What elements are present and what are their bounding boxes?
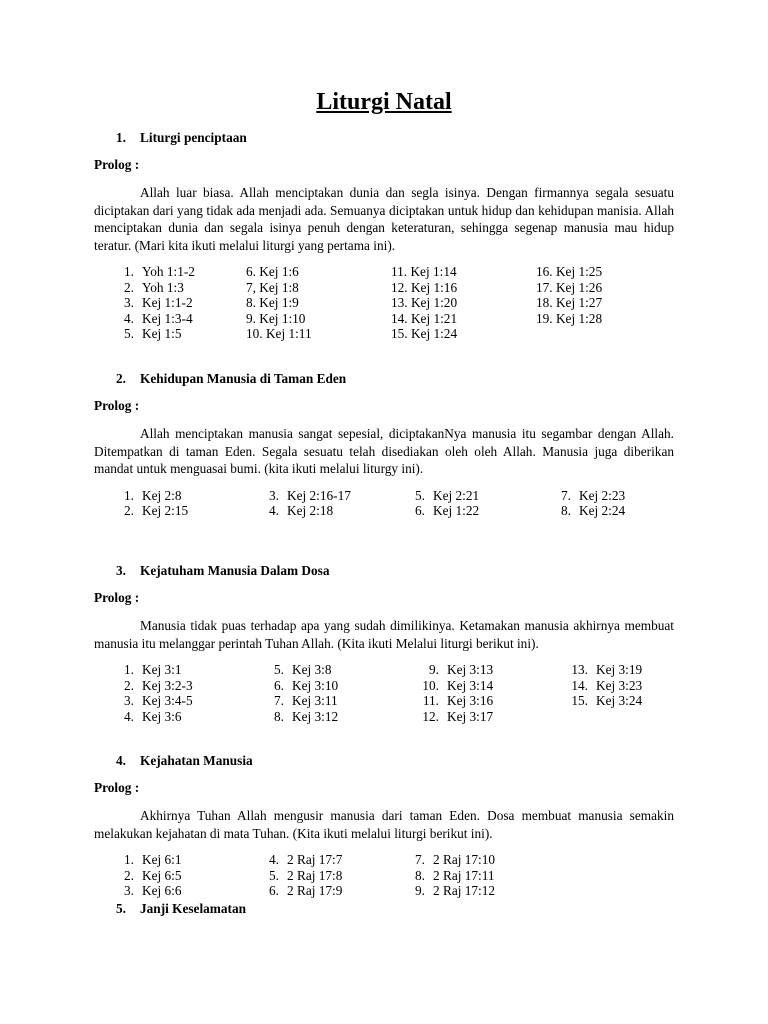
list-item-number: 10. xyxy=(422,677,439,693)
prolog-paragraph: Akhirnya Tuhan Allah mengusir manusia dari taman Eden. Dosa membuat manusia semakin melakukan kejahatan di mata Tuhan. (Kita ikuti melalui liturgi berikut ini). xyxy=(94,808,674,841)
list-item xyxy=(553,503,625,519)
list-item-reference: Kej 2:21 xyxy=(433,487,480,503)
list-item-reference: Kej 3:12 xyxy=(292,708,339,724)
list-item-number: 7. xyxy=(415,852,425,867)
list-item-number: 1. xyxy=(124,487,134,503)
list-item xyxy=(116,662,193,678)
section-1 xyxy=(94,130,674,344)
list-item-reference: Kej 3:10 xyxy=(292,677,339,693)
list-item xyxy=(116,503,188,519)
list-item-number: 3. xyxy=(124,295,134,311)
list-item xyxy=(116,709,193,725)
list-item xyxy=(116,693,193,709)
prolog-label: Prolog : xyxy=(94,398,140,413)
list-item-number: 6. xyxy=(415,503,425,519)
list-item xyxy=(407,883,495,899)
list-item-number: 8. xyxy=(415,867,425,883)
list-item-reference: Kej 3:17 xyxy=(447,708,494,724)
list-item-number: 4. xyxy=(269,503,279,519)
list-item-number: 6. xyxy=(274,677,284,693)
list-item xyxy=(407,852,495,868)
list-item-number: 13. xyxy=(571,662,588,677)
section-heading-text: Kejahatan Manusia xyxy=(140,753,253,768)
reading-column xyxy=(261,488,351,519)
list-item xyxy=(417,709,493,725)
list-item-reference: Kej 1:5 xyxy=(142,326,182,342)
list-item xyxy=(391,295,457,311)
list-item xyxy=(261,883,342,899)
list-item-reference: Yoh 1:3 xyxy=(142,279,184,295)
list-item-reference: 15. Kej 1:24 xyxy=(391,326,458,342)
list-item-reference: 16. Kej 1:25 xyxy=(536,264,603,279)
list-item xyxy=(246,295,312,311)
list-item xyxy=(116,678,193,694)
section-heading xyxy=(94,371,674,387)
list-item-number: 9. xyxy=(429,662,439,677)
list-item-number: 5. xyxy=(274,662,284,677)
reading-column xyxy=(391,264,457,342)
list-item-reference: Kej 3:4-5 xyxy=(142,693,193,709)
section-heading-text: Janji Keselamatan xyxy=(140,901,246,916)
list-item xyxy=(407,868,495,884)
section-heading-text: Kejatuham Manusia Dalam Dosa xyxy=(140,563,330,578)
section-number: 1. xyxy=(116,130,126,145)
list-item-number: 4. xyxy=(269,852,279,867)
list-item-number: 1. xyxy=(124,662,134,677)
list-item-reference: Kej 3:19 xyxy=(596,662,643,677)
section-heading-text: Liturgi penciptaan xyxy=(140,130,247,145)
list-item xyxy=(391,264,457,280)
list-item-reference: Kej 3:13 xyxy=(447,662,494,677)
list-item xyxy=(536,264,602,280)
reading-column xyxy=(407,488,479,519)
list-item xyxy=(116,883,182,899)
section-5 xyxy=(94,901,674,917)
list-item-reference: Kej 6:1 xyxy=(142,852,182,867)
list-item xyxy=(417,678,493,694)
list-item-number: 5. xyxy=(415,487,425,503)
list-item xyxy=(407,503,479,519)
list-item xyxy=(116,295,195,311)
list-item-reference: 2 Raj 17:10 xyxy=(433,852,496,867)
list-item-reference: 14. Kej 1:21 xyxy=(391,310,458,326)
list-item xyxy=(266,693,338,709)
prolog-label: Prolog : xyxy=(94,157,140,172)
section-number: 2. xyxy=(116,371,126,386)
list-item-reference: 7, Kej 1:8 xyxy=(246,279,299,295)
list-item-reference: 2 Raj 17:12 xyxy=(433,883,496,899)
list-item xyxy=(116,264,195,280)
list-item xyxy=(261,868,342,884)
list-item-reference: 11. Kej 1:14 xyxy=(391,264,457,279)
list-item xyxy=(246,280,312,296)
reading-column xyxy=(116,662,193,724)
list-item-number: 1. xyxy=(124,852,134,867)
list-item-reference: Kej 3:16 xyxy=(447,693,494,709)
section-heading xyxy=(94,130,674,146)
list-item-reference: Kej 3:8 xyxy=(292,662,332,677)
list-item xyxy=(116,868,182,884)
list-item xyxy=(417,662,493,678)
reading-column xyxy=(116,264,195,342)
list-item xyxy=(566,662,642,678)
prolog-paragraph: Allah luar biasa. Allah menciptakan dunia dan segla isinya. Dengan firmannya segala sesuatu diciptakan dari yang tidak ada menjadi ada. Semuanya diciptakan untuk hidup dan kehidupan manisia. Allah menciptakan dunia dan segala isinya penuh dengan keteraturan, sehingga segenap manusia mau hidup teratur. (Mari kita ikuti melalui liturgi yang pertama ini). xyxy=(94,185,674,253)
list-item-number: 8. xyxy=(561,503,571,519)
list-item-number: 7. xyxy=(561,487,571,503)
list-item-reference: 19. Kej 1:28 xyxy=(536,310,603,326)
list-item-number: 3. xyxy=(269,487,279,503)
list-item xyxy=(246,264,312,280)
reading-column xyxy=(116,488,188,519)
list-item-number: 3. xyxy=(124,883,134,899)
list-item-reference: Kej 3:2-3 xyxy=(142,677,193,693)
list-item-reference: Kej 6:5 xyxy=(142,867,182,883)
reading-column xyxy=(566,662,642,709)
list-item xyxy=(553,488,625,504)
list-item-reference: 17. Kej 1:26 xyxy=(536,279,603,295)
list-item-reference: 2 Raj 17:8 xyxy=(287,867,343,883)
section-number: 4. xyxy=(116,753,126,768)
section-heading xyxy=(94,901,674,917)
section-heading xyxy=(94,563,674,579)
reading-column xyxy=(246,264,312,342)
prolog-paragraph: Manusia tidak puas terhadap apa yang sudah dimilikinya. Ketamakan manusia akhirnya membuat manusia itu melanggar perintah Tuhan Allah. (Kita ikuti Melalui liturgi berikut ini). xyxy=(94,618,674,651)
list-item-reference: 2 Raj 17:9 xyxy=(287,883,343,899)
list-item xyxy=(246,311,312,327)
reading-list xyxy=(94,488,674,568)
list-item-number: 4. xyxy=(124,310,134,326)
reading-list xyxy=(94,852,674,932)
reading-list xyxy=(94,662,674,742)
list-item-reference: 12. Kej 1:16 xyxy=(391,279,458,295)
list-item-number: 2. xyxy=(124,279,134,295)
reading-column xyxy=(536,264,602,326)
list-item xyxy=(246,326,312,342)
list-item-reference: Yoh 1:1-2 xyxy=(142,264,195,279)
list-item xyxy=(261,503,351,519)
list-item-reference: Kej 1:3-4 xyxy=(142,310,193,326)
list-item-reference: Kej 3:11 xyxy=(292,693,338,709)
list-item-reference: Kej 1:22 xyxy=(433,503,480,519)
list-item xyxy=(417,693,493,709)
list-item-reference: Kej 2:18 xyxy=(287,503,334,519)
section-2 xyxy=(94,371,674,568)
list-item-reference: 13. Kej 1:20 xyxy=(391,295,458,311)
list-item xyxy=(391,311,457,327)
list-item xyxy=(116,488,188,504)
list-item xyxy=(261,488,351,504)
list-item-reference: 2 Raj 17:7 xyxy=(287,852,343,867)
list-item-reference: 10. Kej 1:11 xyxy=(246,326,312,342)
document-title: Liturgi Natal xyxy=(316,89,452,115)
list-item-number: 1. xyxy=(124,264,134,279)
list-item-number: 14. xyxy=(571,677,588,693)
list-item-number: 3. xyxy=(124,693,134,709)
list-item-reference: Kej 2:8 xyxy=(142,487,182,503)
list-item xyxy=(266,678,338,694)
list-item xyxy=(566,678,642,694)
list-item-number: 5. xyxy=(269,867,279,883)
list-item-reference: Kej 2:16-17 xyxy=(287,487,351,503)
list-item-number: 11. xyxy=(422,693,439,709)
reading-column xyxy=(266,662,338,724)
list-item xyxy=(536,280,602,296)
list-item-number: 2. xyxy=(124,503,134,519)
list-item-reference: 9. Kej 1:10 xyxy=(246,310,306,326)
list-item-reference: Kej 6:6 xyxy=(142,883,182,899)
list-item-reference: Kej 3:6 xyxy=(142,708,182,724)
list-item-number: 15. xyxy=(571,693,588,709)
reading-column xyxy=(553,488,625,519)
section-number: 3. xyxy=(116,563,126,578)
prolog-label: Prolog : xyxy=(94,590,140,605)
list-item-reference: Kej 3:14 xyxy=(447,677,494,693)
list-item xyxy=(116,852,182,868)
section-heading-text: Kehidupan Manusia di Taman Eden xyxy=(140,371,347,386)
list-item-reference: 18. Kej 1:27 xyxy=(536,295,603,311)
list-item xyxy=(536,295,602,311)
reading-column xyxy=(417,662,493,724)
list-item xyxy=(391,280,457,296)
list-item-number: 8. xyxy=(274,708,284,724)
list-item-number: 7. xyxy=(274,693,284,709)
list-item xyxy=(116,280,195,296)
list-item-reference: Kej 3:23 xyxy=(596,677,643,693)
list-item xyxy=(407,488,479,504)
prolog-paragraph: Allah menciptakan manusia sangat sepesial, diciptakanNya manusia itu segambar dengan Allah. Ditempatkan di taman Eden. Segala sesuatu telah disediakan oleh oleh Allah. Manusia juga diberikan mandat untuk menguasai bumi. (kita ikuti melalui liturgy ini). xyxy=(94,426,674,476)
section-heading xyxy=(94,753,674,769)
list-item-reference: Kej 3:1 xyxy=(142,662,182,677)
list-item-reference: 2 Raj 17:11 xyxy=(433,867,495,883)
list-item-number: 5. xyxy=(124,326,134,342)
list-item-reference: Kej 2:24 xyxy=(579,503,626,519)
list-item-reference: 8. Kej 1:9 xyxy=(246,295,299,311)
list-item xyxy=(116,326,195,342)
list-item xyxy=(266,709,338,725)
list-item-number: 6. xyxy=(269,883,279,899)
list-item-reference: 6. Kej 1:6 xyxy=(246,264,299,279)
list-item xyxy=(116,311,195,327)
list-item-reference: Kej 3:24 xyxy=(596,693,643,709)
list-item xyxy=(266,662,338,678)
list-item xyxy=(261,852,342,868)
list-item-reference: Kej 1:1-2 xyxy=(142,295,193,311)
list-item-reference: Kej 2:15 xyxy=(142,503,189,519)
section-3 xyxy=(94,563,674,742)
list-item-number: 12. xyxy=(422,708,439,724)
reading-column xyxy=(407,852,495,899)
prolog-label: Prolog : xyxy=(94,780,140,795)
reading-list xyxy=(94,264,674,344)
list-item-number: 4. xyxy=(124,708,134,724)
list-item-number: 2. xyxy=(124,867,134,883)
list-item-number: 2. xyxy=(124,677,134,693)
reading-column xyxy=(116,852,182,899)
list-item xyxy=(536,311,602,327)
section-number: 5. xyxy=(116,901,126,916)
list-item-reference: Kej 2:23 xyxy=(579,487,626,503)
list-item-number: 9. xyxy=(415,883,425,899)
list-item xyxy=(391,326,457,342)
list-item xyxy=(566,693,642,709)
reading-column xyxy=(261,852,342,899)
